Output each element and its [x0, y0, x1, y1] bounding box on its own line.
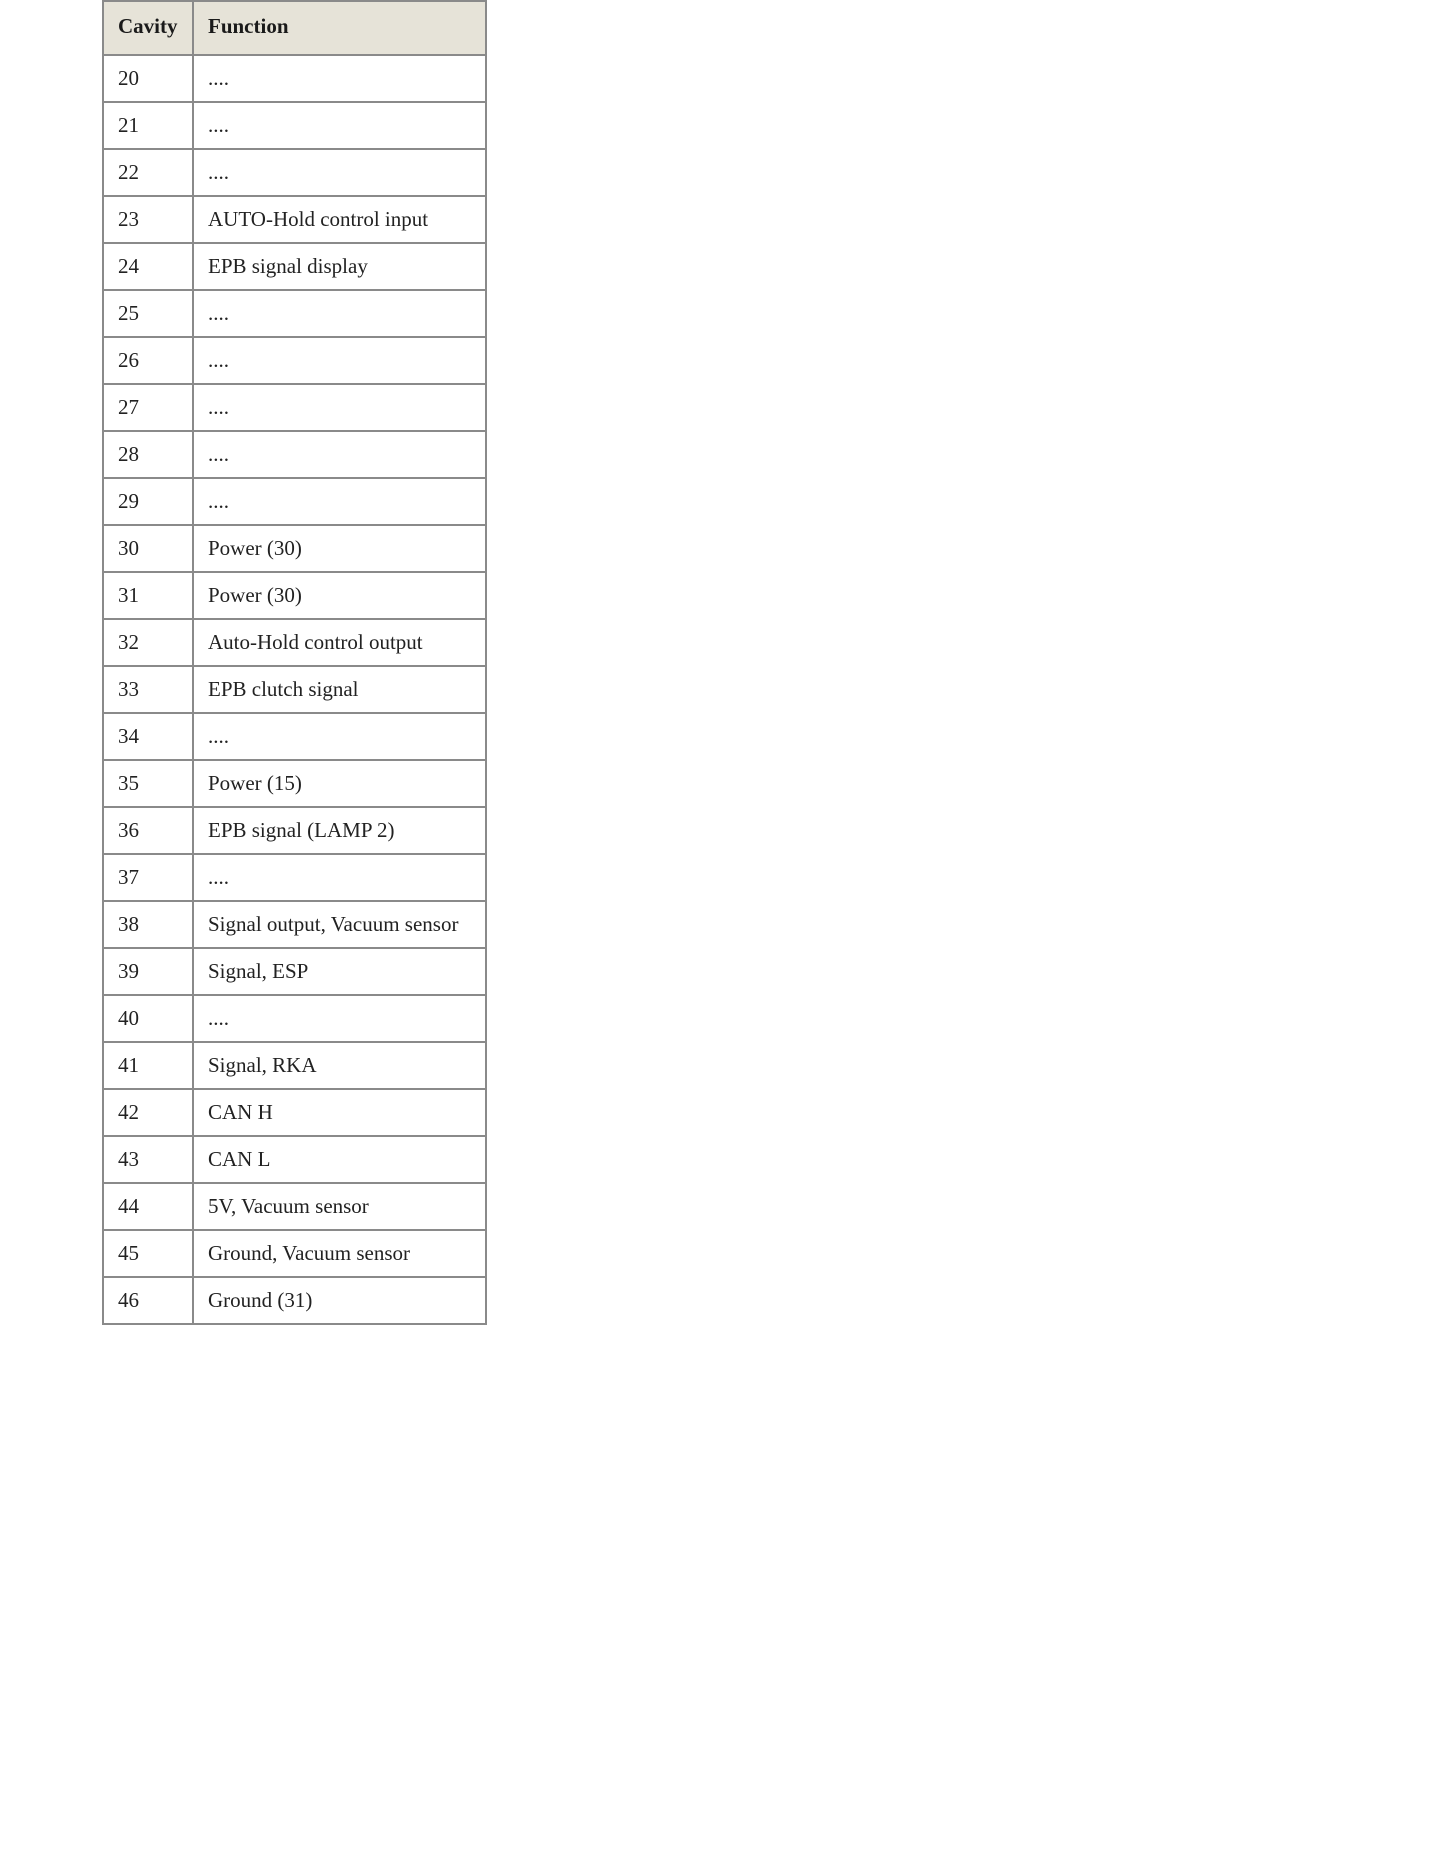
table-row — [103, 619, 486, 666]
function-cell: .... — [193, 478, 486, 525]
function-cell: Power (15) — [193, 760, 486, 807]
cavity-cell: 33 — [103, 666, 193, 713]
function-cell: Signal output, Vacuum sensor — [193, 901, 486, 948]
table-body — [103, 55, 486, 1324]
function-cell: Signal, ESP — [193, 948, 486, 995]
table-row — [103, 1183, 486, 1230]
function-cell: .... — [193, 337, 486, 384]
cavity-cell: 27 — [103, 384, 193, 431]
cavity-cell: 43 — [103, 1136, 193, 1183]
table-row — [103, 807, 486, 854]
function-cell: AUTO-Hold control input — [193, 196, 486, 243]
table-row — [103, 431, 486, 478]
table-row — [103, 901, 486, 948]
cavity-cell: 34 — [103, 713, 193, 760]
cavity-cell: 42 — [103, 1089, 193, 1136]
table-row — [103, 854, 486, 901]
table-row — [103, 1089, 486, 1136]
cavity-cell: 45 — [103, 1230, 193, 1277]
table-header — [103, 1, 486, 55]
cavity-cell: 38 — [103, 901, 193, 948]
function-cell: .... — [193, 854, 486, 901]
table-row — [103, 572, 486, 619]
function-cell: .... — [193, 55, 486, 102]
function-cell: .... — [193, 384, 486, 431]
table-row — [103, 337, 486, 384]
function-cell: EPB signal display — [193, 243, 486, 290]
function-cell: Ground, Vacuum sensor — [193, 1230, 486, 1277]
function-cell: .... — [193, 290, 486, 337]
header-row — [103, 1, 486, 55]
column-header-function: Function — [193, 1, 486, 55]
function-cell: .... — [193, 149, 486, 196]
function-cell: Auto-Hold control output — [193, 619, 486, 666]
table-row — [103, 1042, 486, 1089]
table-row — [103, 666, 486, 713]
cavity-cell: 40 — [103, 995, 193, 1042]
table-row — [103, 102, 486, 149]
function-cell: .... — [193, 431, 486, 478]
function-cell: .... — [193, 713, 486, 760]
cavity-cell: 26 — [103, 337, 193, 384]
table-row — [103, 55, 486, 102]
function-cell: CAN L — [193, 1136, 486, 1183]
cavity-cell: 46 — [103, 1277, 193, 1324]
function-cell: Power (30) — [193, 525, 486, 572]
function-cell: Signal, RKA — [193, 1042, 486, 1089]
cavity-cell: 25 — [103, 290, 193, 337]
table-row — [103, 149, 486, 196]
cavity-cell: 22 — [103, 149, 193, 196]
table-row — [103, 243, 486, 290]
table-row — [103, 290, 486, 337]
table-row — [103, 760, 486, 807]
table-row — [103, 384, 486, 431]
cavity-cell: 24 — [103, 243, 193, 290]
table-row — [103, 1136, 486, 1183]
cavity-cell: 23 — [103, 196, 193, 243]
cavity-cell: 41 — [103, 1042, 193, 1089]
cavity-cell: 35 — [103, 760, 193, 807]
column-header-cavity: Cavity — [103, 1, 193, 55]
function-cell: CAN H — [193, 1089, 486, 1136]
table-row — [103, 478, 486, 525]
cavity-cell: 31 — [103, 572, 193, 619]
function-cell: EPB signal (LAMP 2) — [193, 807, 486, 854]
function-cell: .... — [193, 102, 486, 149]
cavity-cell: 39 — [103, 948, 193, 995]
function-cell: .... — [193, 995, 486, 1042]
function-cell: 5V, Vacuum sensor — [193, 1183, 486, 1230]
cavity-cell: 30 — [103, 525, 193, 572]
cavity-cell: 36 — [103, 807, 193, 854]
function-cell: EPB clutch signal — [193, 666, 486, 713]
cavity-cell: 29 — [103, 478, 193, 525]
pinout-table — [102, 0, 487, 1325]
function-cell: Ground (31) — [193, 1277, 486, 1324]
cavity-cell: 28 — [103, 431, 193, 478]
cavity-cell: 20 — [103, 55, 193, 102]
cavity-cell: 44 — [103, 1183, 193, 1230]
table-row — [103, 1277, 486, 1324]
table-row — [103, 196, 486, 243]
cavity-cell: 32 — [103, 619, 193, 666]
cavity-cell: 21 — [103, 102, 193, 149]
table-row — [103, 948, 486, 995]
table-row — [103, 713, 486, 760]
table-row — [103, 995, 486, 1042]
function-cell: Power (30) — [193, 572, 486, 619]
table-row — [103, 1230, 486, 1277]
cavity-cell: 37 — [103, 854, 193, 901]
table-row — [103, 525, 486, 572]
